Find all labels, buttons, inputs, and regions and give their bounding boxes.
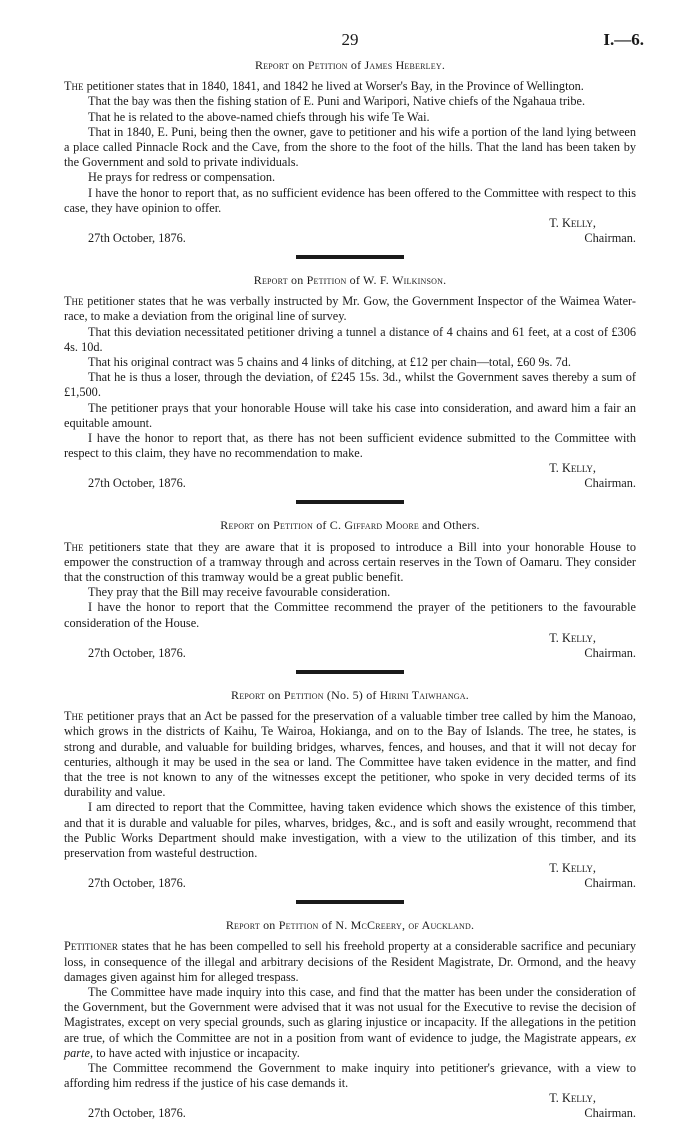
report-paragraph: That he is thus a loser, through the deviation, of £245 15s. 3d., whilst the Government saves thereby a sum of £1,500. bbox=[64, 370, 636, 400]
report-date: 27th October, 1876. bbox=[88, 645, 186, 660]
report-paragraph: He prays for redress or compensation. bbox=[88, 170, 276, 185]
report-paragraph: That the bay was then the fishing station of E. Puni and Waripori, Native chiefs of the Ngahaua tribe. bbox=[88, 94, 586, 109]
signer-name: T. Kelly, bbox=[549, 216, 596, 231]
signer-role: Chairman. bbox=[584, 476, 636, 491]
report-paragraph: I have the honor to report that the Committee recommend the prayer of the petitioners to the favourable consideration of the House. bbox=[64, 600, 636, 630]
signature-block bbox=[64, 631, 636, 663]
signer-name: T. Kelly, bbox=[549, 461, 596, 476]
report-paragraph: They pray that the Bill may receive favourable consideration. bbox=[88, 585, 391, 600]
report-paragraph: I am directed to report that the Committee, having taken evidence which shows the existence of this timber, and that it is durable and valuable for piles, wharves, bridges, &c., and is soft and easily wrought, recommend that the Public Works Department should make investigation, with a view to the utilization of this timber, and its preservation from wasteful destruction. bbox=[64, 800, 636, 860]
signature-block bbox=[64, 216, 636, 248]
signer-name: T. Kelly, bbox=[549, 861, 596, 876]
report-title: Report on Petition of C. Giffard Moore and Others. bbox=[220, 518, 480, 533]
signature-block bbox=[64, 461, 636, 493]
page-header bbox=[0, 30, 700, 52]
signer-name: T. Kelly, bbox=[549, 630, 596, 645]
signer-role: Chairman. bbox=[584, 1106, 636, 1121]
section-divider bbox=[296, 500, 404, 504]
report-heberley bbox=[64, 58, 636, 248]
report-date: 27th October, 1876. bbox=[88, 1106, 186, 1121]
report-paragraph: The petitioner states that in 1840, 1841, and 1842 he lived at Worser's Bay, in the Province of Wellington. bbox=[64, 79, 584, 94]
signature-block bbox=[64, 1091, 636, 1123]
report-date: 27th October, 1876. bbox=[88, 231, 186, 246]
signer-role: Chairman. bbox=[584, 231, 636, 246]
document-code: I.—6. bbox=[603, 30, 644, 49]
report-wilkinson bbox=[64, 273, 636, 493]
report-title: Report on Petition of James Heberley. bbox=[254, 58, 446, 72]
report-taiwhanga bbox=[64, 688, 636, 893]
page-content bbox=[64, 58, 636, 1123]
report-paragraph: That he is related to the above-named chiefs through his wife Te Wai. bbox=[88, 109, 430, 124]
report-mccreery bbox=[64, 918, 636, 1123]
signer-name: T. Kelly, bbox=[549, 1091, 596, 1106]
report-paragraph: I have the honor to report that, as no sufficient evidence has been offered to the Committee with respect to this case, they have opinion to offer. bbox=[64, 185, 636, 215]
report-title: Report on Petition of N. McCreery, of Auckland. bbox=[225, 918, 475, 933]
report-paragraph: The Committee recommend the Government to make inquiry into petitioner's grievance, with a view to affording him redress if the justice of his case demands it. bbox=[64, 1060, 636, 1091]
report-paragraph: The Committee have made inquiry into this case, and find that the matter has been under the consideration of the Government, but the Government were advised that it was not usual for the Executive to revise the decision of Magistrates, except on very special grounds, such as glaring injustice or incapacity. If the allegations in the petition are true, of which the Committee are not in a position from want of evidence to judge, the Magistrate appears, ex parte, to have acted with injustice or incapacity. bbox=[64, 984, 636, 1060]
page-number: 29 bbox=[341, 30, 359, 49]
report-paragraph: That this deviation necessitated petitioner driving a tunnel a distance of 4 chains and 61 feet, at a cost of £306 4s. 10d. bbox=[64, 324, 636, 354]
report-title: Report on Petition of W. F. Wilkinson. bbox=[253, 273, 447, 288]
report-paragraph: The petitioner prays that your honorable House will take his case into consideration, and award him a fair an equitable amount. bbox=[64, 400, 636, 430]
signer-role: Chairman. bbox=[584, 645, 636, 660]
report-moore bbox=[64, 518, 636, 662]
report-paragraph: I have the honor to report that, as there has not been sufficient evidence submitted to the Committee with respect to this claim, they have no recommendation to make. bbox=[64, 431, 636, 461]
report-paragraph: The petitioner states that he was verbally instructed by Mr. Gow, the Government Inspector of the Waimea Water-race, to make a deviation from the original line of survey. bbox=[64, 294, 636, 324]
report-date: 27th October, 1876. bbox=[88, 476, 186, 491]
report-paragraph: The petitioner prays that an Act be passed for the preservation of a valuable timber tree called by him the Manoao, which grows in the districts of Kaihu, Te Wairoa, Hokianga, and on to the Bay of Islands. The tree, he states, is strong and durable, and valuable for building bridges, wharves, fences, and houses, and that it will not decay for centuries, although it may be used in the sea or land. The Committee have taken evidence in the matter, and find that the tree is not known to any of the witnesses except the petitioner, who spoke in very decided terms of its durability and value. bbox=[64, 709, 636, 800]
report-paragraph: Petitioner states that he has been compelled to sell his freehold property at a considerable sacrifice and pecuniary loss, in consequence of the illegal and arbitrary decisions of the Resident Magistrate, Dr. Ormond, and the heavy damages given against him for alleged trespass. bbox=[64, 939, 636, 984]
report-title: Report on Petition (No. 5) of Hirini Taiwhanga. bbox=[231, 687, 469, 702]
signature-block bbox=[64, 861, 636, 893]
section-divider bbox=[296, 900, 404, 904]
section-divider bbox=[296, 255, 404, 259]
section-divider bbox=[296, 670, 404, 674]
report-paragraph: That his original contract was 5 chains and 4 links of ditching, at £12 per chain—total, £60 9s. 7d. bbox=[88, 355, 571, 370]
report-date: 27th October, 1876. bbox=[88, 876, 186, 891]
signer-role: Chairman. bbox=[584, 876, 636, 891]
report-paragraph: That in 1840, E. Puni, being then the owner, gave to petitioner and his wife a portion of the land lying between a place called Pinnacle Rock and the Cave, from the shore to the foot of the hills. That the land has been taken by the Government and sold to private individuals. bbox=[64, 124, 636, 170]
report-paragraph: The petitioners state that they are aware that it is proposed to introduce a Bill into your honorable House to empower the construction of a tramway through and across certain reserves in the Town of Oamaru. They consider that the construction of this tramway would be a great public benefit. bbox=[64, 539, 636, 585]
